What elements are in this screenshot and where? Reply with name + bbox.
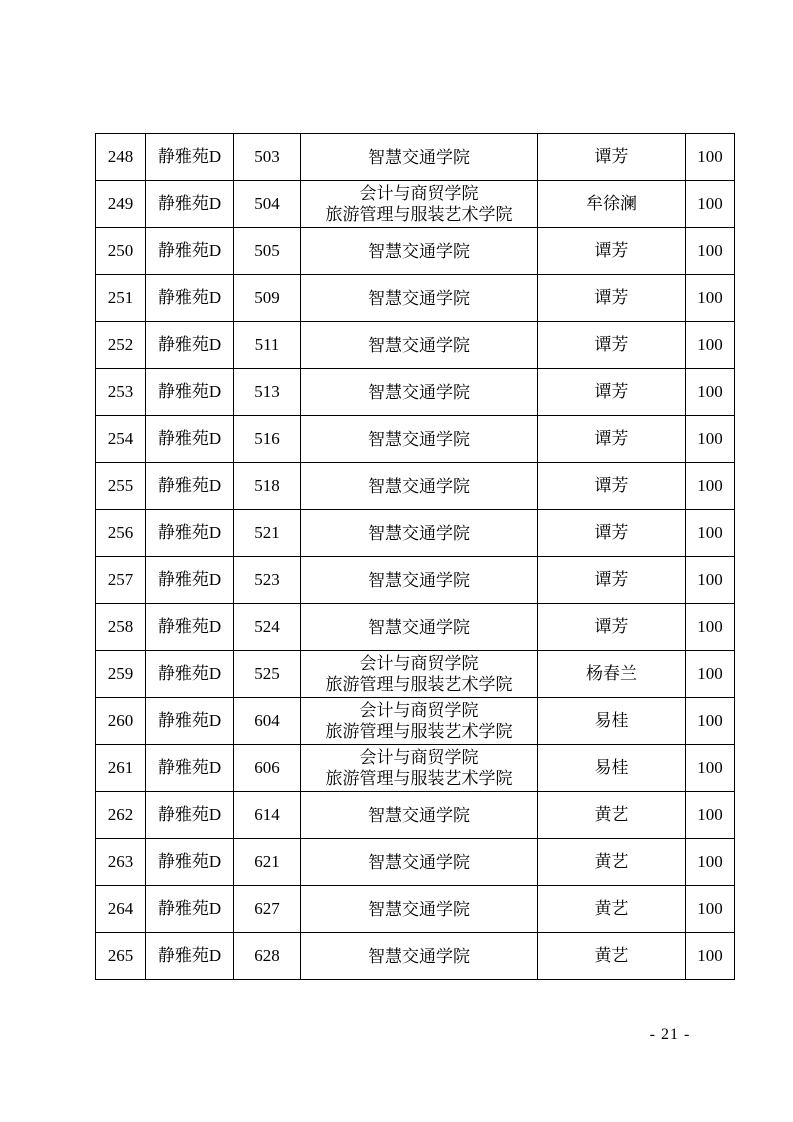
building-cell: 静雅苑D [146, 275, 234, 322]
responsible-person-cell: 谭芳 [538, 322, 686, 369]
college-name: 旅游管理与服装艺术学院 [325, 675, 513, 694]
room-number-cell: 521 [234, 510, 301, 557]
score-cell: 100 [686, 933, 735, 980]
score-cell: 100 [686, 698, 735, 745]
responsible-person-cell: 谭芳 [538, 463, 686, 510]
college-name: 智慧交通学院 [368, 335, 470, 355]
table-row [96, 792, 735, 839]
college-cell [301, 698, 538, 745]
table-row [96, 322, 735, 369]
college-name: 智慧交通学院 [368, 570, 470, 590]
room-number-cell: 524 [234, 604, 301, 651]
building-cell: 静雅苑D [146, 322, 234, 369]
college-name: 会计与商贸学院 [359, 184, 479, 203]
college-name: 智慧交通学院 [368, 899, 470, 919]
responsible-person-cell: 易桂 [538, 745, 686, 792]
table-row [96, 933, 735, 980]
score-cell: 100 [686, 463, 735, 510]
score-cell: 100 [686, 228, 735, 275]
table-body [96, 134, 735, 980]
row-index-cell: 249 [96, 181, 146, 228]
building-cell: 静雅苑D [146, 745, 234, 792]
room-number-cell: 628 [234, 933, 301, 980]
row-index-cell: 262 [96, 792, 146, 839]
college-cell [301, 322, 538, 369]
row-index-cell: 257 [96, 557, 146, 604]
room-number-cell: 518 [234, 463, 301, 510]
building-cell: 静雅苑D [146, 933, 234, 980]
table-row [96, 369, 735, 416]
room-number-cell: 511 [234, 322, 301, 369]
college-name: 智慧交通学院 [368, 147, 470, 167]
college-name: 智慧交通学院 [368, 946, 470, 966]
responsible-person-cell: 谭芳 [538, 228, 686, 275]
table-row [96, 698, 735, 745]
row-index-cell: 265 [96, 933, 146, 980]
room-number-cell: 505 [234, 228, 301, 275]
room-number-cell: 627 [234, 886, 301, 933]
responsible-person-cell: 黄艺 [538, 933, 686, 980]
row-index-cell: 255 [96, 463, 146, 510]
college-cell [301, 463, 538, 510]
inspection-table [95, 133, 735, 980]
college-name: 会计与商贸学院 [359, 654, 479, 673]
college-cell [301, 604, 538, 651]
row-index-cell: 254 [96, 416, 146, 463]
score-cell: 100 [686, 322, 735, 369]
table-row [96, 416, 735, 463]
college-name: 智慧交通学院 [368, 476, 470, 496]
room-number-cell: 606 [234, 745, 301, 792]
college-cell [301, 228, 538, 275]
score-cell: 100 [686, 557, 735, 604]
building-cell: 静雅苑D [146, 416, 234, 463]
row-index-cell: 260 [96, 698, 146, 745]
score-cell: 100 [686, 745, 735, 792]
responsible-person-cell: 谭芳 [538, 510, 686, 557]
score-cell: 100 [686, 886, 735, 933]
building-cell: 静雅苑D [146, 557, 234, 604]
college-name: 智慧交通学院 [368, 805, 470, 825]
building-cell: 静雅苑D [146, 228, 234, 275]
building-cell: 静雅苑D [146, 839, 234, 886]
college-cell [301, 886, 538, 933]
building-cell: 静雅苑D [146, 134, 234, 181]
college-cell [301, 933, 538, 980]
table-row [96, 604, 735, 651]
responsible-person-cell: 杨春兰 [538, 651, 686, 698]
table-row [96, 839, 735, 886]
college-name: 智慧交通学院 [368, 429, 470, 449]
table-row [96, 134, 735, 181]
score-cell: 100 [686, 792, 735, 839]
table-row [96, 651, 735, 698]
row-index-cell: 248 [96, 134, 146, 181]
score-cell: 100 [686, 510, 735, 557]
responsible-person-cell: 牟徐澜 [538, 181, 686, 228]
responsible-person-cell: 黄艺 [538, 839, 686, 886]
college-cell [301, 510, 538, 557]
building-cell: 静雅苑D [146, 886, 234, 933]
room-number-cell: 621 [234, 839, 301, 886]
building-cell: 静雅苑D [146, 181, 234, 228]
score-cell: 100 [686, 134, 735, 181]
college-name: 会计与商贸学院 [359, 748, 479, 767]
room-number-cell: 523 [234, 557, 301, 604]
college-cell [301, 369, 538, 416]
college-cell [301, 651, 538, 698]
table-row [96, 228, 735, 275]
college-name: 智慧交通学院 [368, 523, 470, 543]
college-name: 智慧交通学院 [368, 852, 470, 872]
building-cell: 静雅苑D [146, 369, 234, 416]
table-row [96, 275, 735, 322]
table-row [96, 557, 735, 604]
college-cell [301, 839, 538, 886]
college-cell [301, 745, 538, 792]
row-index-cell: 250 [96, 228, 146, 275]
building-cell: 静雅苑D [146, 604, 234, 651]
responsible-person-cell: 谭芳 [538, 369, 686, 416]
score-cell: 100 [686, 275, 735, 322]
row-index-cell: 259 [96, 651, 146, 698]
room-number-cell: 525 [234, 651, 301, 698]
score-cell: 100 [686, 839, 735, 886]
room-number-cell: 614 [234, 792, 301, 839]
college-name: 旅游管理与服装艺术学院 [325, 205, 513, 224]
table-row [96, 745, 735, 792]
room-number-cell: 504 [234, 181, 301, 228]
table-row [96, 463, 735, 510]
row-index-cell: 258 [96, 604, 146, 651]
score-cell: 100 [686, 369, 735, 416]
room-number-cell: 503 [234, 134, 301, 181]
college-cell [301, 134, 538, 181]
room-number-cell: 604 [234, 698, 301, 745]
college-cell [301, 181, 538, 228]
college-cell [301, 792, 538, 839]
room-number-cell: 513 [234, 369, 301, 416]
responsible-person-cell: 谭芳 [538, 557, 686, 604]
responsible-person-cell: 谭芳 [538, 604, 686, 651]
table-row [96, 886, 735, 933]
row-index-cell: 251 [96, 275, 146, 322]
row-index-cell: 253 [96, 369, 146, 416]
college-name: 智慧交通学院 [368, 382, 470, 402]
responsible-person-cell: 谭芳 [538, 275, 686, 322]
college-name: 智慧交通学院 [368, 617, 470, 637]
responsible-person-cell: 谭芳 [538, 416, 686, 463]
college-name: 智慧交通学院 [368, 288, 470, 308]
college-name: 会计与商贸学院 [359, 701, 479, 720]
college-cell [301, 275, 538, 322]
building-cell: 静雅苑D [146, 698, 234, 745]
college-name: 旅游管理与服装艺术学院 [325, 722, 513, 741]
room-number-cell: 509 [234, 275, 301, 322]
college-cell [301, 416, 538, 463]
college-name: 旅游管理与服装艺术学院 [325, 769, 513, 788]
row-index-cell: 256 [96, 510, 146, 557]
college-cell [301, 557, 538, 604]
score-cell: 100 [686, 416, 735, 463]
building-cell: 静雅苑D [146, 463, 234, 510]
responsible-person-cell: 黄艺 [538, 792, 686, 839]
page-number: - 21 - [649, 1026, 691, 1043]
table-row [96, 181, 735, 228]
responsible-person-cell: 黄艺 [538, 886, 686, 933]
row-index-cell: 263 [96, 839, 146, 886]
responsible-person-cell: 谭芳 [538, 134, 686, 181]
building-cell: 静雅苑D [146, 510, 234, 557]
building-cell: 静雅苑D [146, 792, 234, 839]
row-index-cell: 264 [96, 886, 146, 933]
row-index-cell: 261 [96, 745, 146, 792]
score-cell: 100 [686, 604, 735, 651]
score-cell: 100 [686, 181, 735, 228]
building-cell: 静雅苑D [146, 651, 234, 698]
responsible-person-cell: 易桂 [538, 698, 686, 745]
room-number-cell: 516 [234, 416, 301, 463]
table-row [96, 510, 735, 557]
score-cell: 100 [686, 651, 735, 698]
college-name: 智慧交通学院 [368, 241, 470, 261]
row-index-cell: 252 [96, 322, 146, 369]
